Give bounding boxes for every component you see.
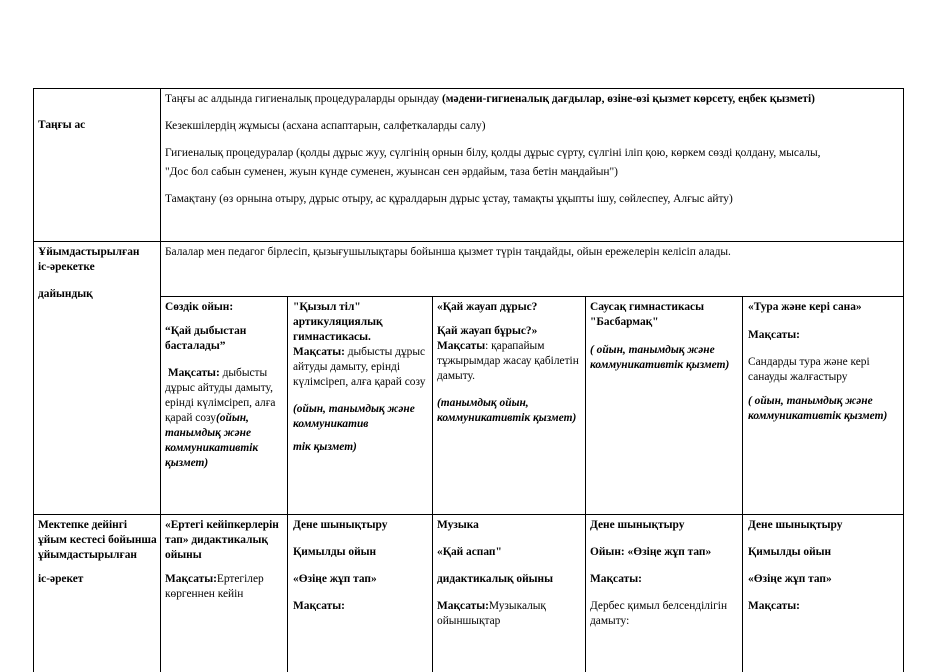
- table-border-top: [33, 88, 904, 89]
- table-inner-col-3: [585, 296, 586, 672]
- table-inner-col-1: [287, 296, 288, 672]
- prep-col-1: Сөздік ойын: “Қай дыбыстан басталады” Мақсаты: дыбысты дұрыс айтуды дамыту, ерінді күлімсіреп, алға қарай созу(ойын, танымдық және коммуникативтік қызмет): [165, 301, 276, 469]
- table-inner-col-4: [742, 296, 743, 672]
- table-row-divider-2: [33, 514, 904, 515]
- breakfast-hygiene-line: Таңғы ас алдында гигиеналық процедураларды орындау (мәдени-гигиеналық дағдылар, өзіне-өзі қызмет көрсету, еңбек қызметі): [165, 93, 815, 105]
- prep-label: Ұйымдастырылған іс-әрекетке дайындық: [38, 246, 140, 300]
- table-border-right: [903, 88, 904, 672]
- breakfast-poem-line: "Дос бол сабын суменен, жуын күнде суменен, жуынсан сен әрдайым, таза бетін маңдайын"): [165, 166, 618, 178]
- prep-intro: Балалар мен педагог бірлесіп, қызығушылықтары бойынша қызмет түрін таңдайды, ойын ережелерін келісіп алады.: [165, 246, 731, 258]
- prep-col-2: "Қызыл тіл" артикуляциялық гимнастикасы. Мақсаты: дыбысты дұрыс айтуды дамыту, ерінді күлімсіреп, алға қарай созу (ойын, танымдық және коммуникатив тік қызмет): [293, 301, 426, 453]
- activity-col-1: «Ертегі кейіпкерлерін тап» дидактикалық ойыны Мақсаты:Ертегілер көргеннен кейін: [165, 519, 279, 600]
- table-subrow-divider: [160, 296, 904, 297]
- activity-col-5: Дене шынықтыру Қимылды ойын «Өзіңе жұп тап» Мақсаты:: [748, 519, 843, 612]
- activity-label: Мектепке дейінгі ұйым кестесі бойынша ұйымдастырылған іс-әрекет: [38, 519, 157, 585]
- table-inner-col-2: [432, 296, 433, 672]
- table-row-divider-1: [33, 241, 904, 242]
- table-col-divider: [160, 88, 161, 672]
- breakfast-duty-line: Кезекшілердің жұмысы (асхана аспаптарын, салфеткаларды салу): [165, 120, 486, 132]
- prep-col-4: Саусақ гимнастикасы "Басбармақ" ( ойын, танымдық және коммуникативтік қызмет): [590, 301, 730, 371]
- breakfast-procedures-line: Гигиеналық процедуралар (қолды дұрыс жуу, сүлгінің орнын білу, қолды дұрыс сүрту, сүлгіні іліп қою, көркем сөзді қолдану, мысалы,: [165, 147, 821, 159]
- activity-col-3: Музыка «Қай аспап" дидактикалық ойыны Мақсаты:Музыкалық ойыншықтар: [437, 519, 553, 627]
- prep-col-3: «Қай жауап дұрыс? Қай жауап бұрыс?» Мақсаты: қарапайым тұжырымдар жасау қабілетін дамыту. (танымдық ойын, коммуникативтік қызмет): [437, 301, 579, 424]
- prep-col-5: «Тура және кері сана» Мақсаты: Сандарды тура және кері санауды жалғастыру ( ойын, танымдық және коммуникативтік қызмет): [748, 301, 888, 422]
- breakfast-content: [165, 92, 900, 207]
- activity-col-2: Дене шынықтыру Қимылды ойын «Өзіңе жұп тап» Мақсаты:: [293, 519, 388, 612]
- activity-col-4: Дене шынықтыру Ойын: «Өзіңе жұп тап» Мақсаты: Дербес қимыл белсенділігін дамыту:: [590, 519, 728, 627]
- breakfast-label: Таңғы ас: [38, 119, 86, 131]
- table-border-left: [33, 88, 34, 672]
- breakfast-eating-line: Тамақтану (өз орнына отыру, дұрыс отыру, ас құралдарын дұрыс ұстау, тамақты ұқыпты ішу, сөйлеспеу, Алғыс айту): [165, 193, 733, 205]
